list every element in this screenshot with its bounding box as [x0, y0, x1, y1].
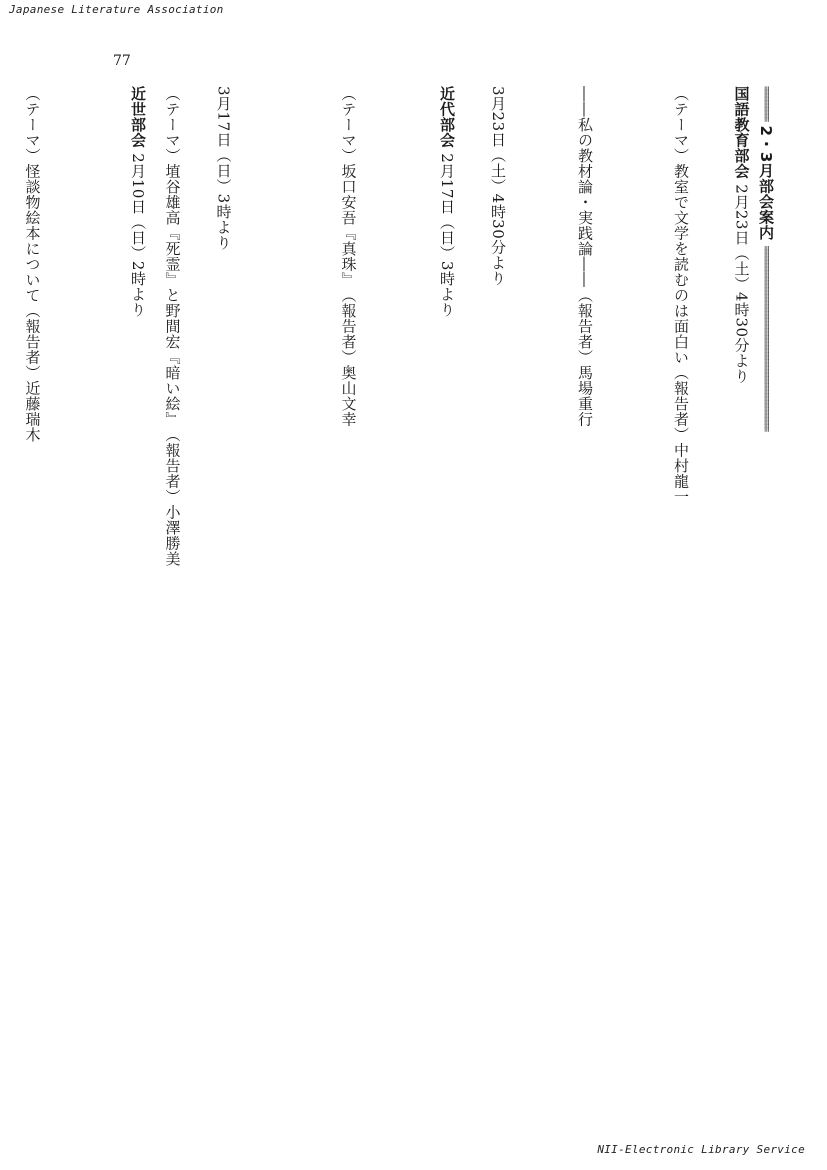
reporter-name: 小澤勝美	[163, 504, 182, 567]
section-kokugo-date2	[459, 86, 537, 586]
reporter-name: 奥山文幸	[339, 365, 358, 427]
section-kindai-header	[435, 86, 460, 586]
rule-left: ≡≡≡≡≡≡≡≡≡≡	[761, 86, 771, 121]
section-date: 2月23日（土）4時30分より	[732, 184, 751, 385]
theme-text: 教室で文学を読むのは面白い	[672, 163, 690, 365]
section-name: 国語教育部会	[732, 86, 751, 179]
theme-text: 怪談物絵本について	[23, 163, 42, 303]
theme-text: 坂口安吾『真珠』	[339, 163, 358, 288]
section-name: 近世部会	[129, 86, 147, 148]
section-kinsei-header	[126, 86, 151, 586]
rule-right: ≡≡≡≡≡≡≡≡≡≡≡≡≡≡≡≡≡≡≡≡≡≡≡≡≡≡≡≡≡≡≡≡≡≡≡≡≡≡≡≡≡≡≡≡≡≡≡≡≡≡≡≡≡≡	[761, 245, 771, 431]
section-date: 2月17日（日）3時より	[438, 153, 456, 318]
section-kindai-theme1: （テーマ）坂口安吾『真珠』（報告者）奥山文幸	[339, 86, 358, 427]
section-kokugo-header	[729, 86, 754, 586]
header-organization: Japanese Literature Association	[9, 3, 224, 16]
section-kindai-theme2: （テーマ）埴谷雄高『死霊』と野間宏『暗い絵』（報告者）小澤勝美	[163, 86, 182, 567]
notice-title: 2・3月部会案内	[757, 125, 775, 241]
reporter-name: 近藤瑞木	[23, 380, 42, 443]
reporter-name: 馬場重行	[576, 365, 594, 427]
section-date: 3月23日（土）4時30分より	[489, 86, 507, 286]
section-kokugo-theme: （テーマ）教室で文学を読むのは面白い（報告者）中村龍一	[672, 86, 690, 505]
theme-text: 埴谷雄高『死霊』と野間宏『暗い絵』	[163, 163, 182, 427]
section-name: 近代部会	[438, 86, 456, 148]
footer-service: NII-Electronic Library Service	[597, 1143, 805, 1156]
subtheme-text: ――私の教材論・実践論――	[576, 86, 594, 288]
notice-body	[23, 86, 778, 586]
section-date: 3月17日（日）3時より	[214, 86, 233, 251]
page-number: 77	[113, 53, 131, 69]
reporter-name: 中村龍一	[672, 442, 690, 505]
section-date: 2月10日（日）2時より	[129, 153, 147, 318]
notice-title-line	[754, 86, 779, 586]
section-kinsei-theme1: （テーマ）怪談物絵本について（報告者）近藤瑞木	[23, 86, 42, 443]
section-kokugo-subtheme: ――私の教材論・実践論――（報告者）馬場重行	[576, 86, 594, 427]
section-kindai-date2	[185, 86, 263, 586]
